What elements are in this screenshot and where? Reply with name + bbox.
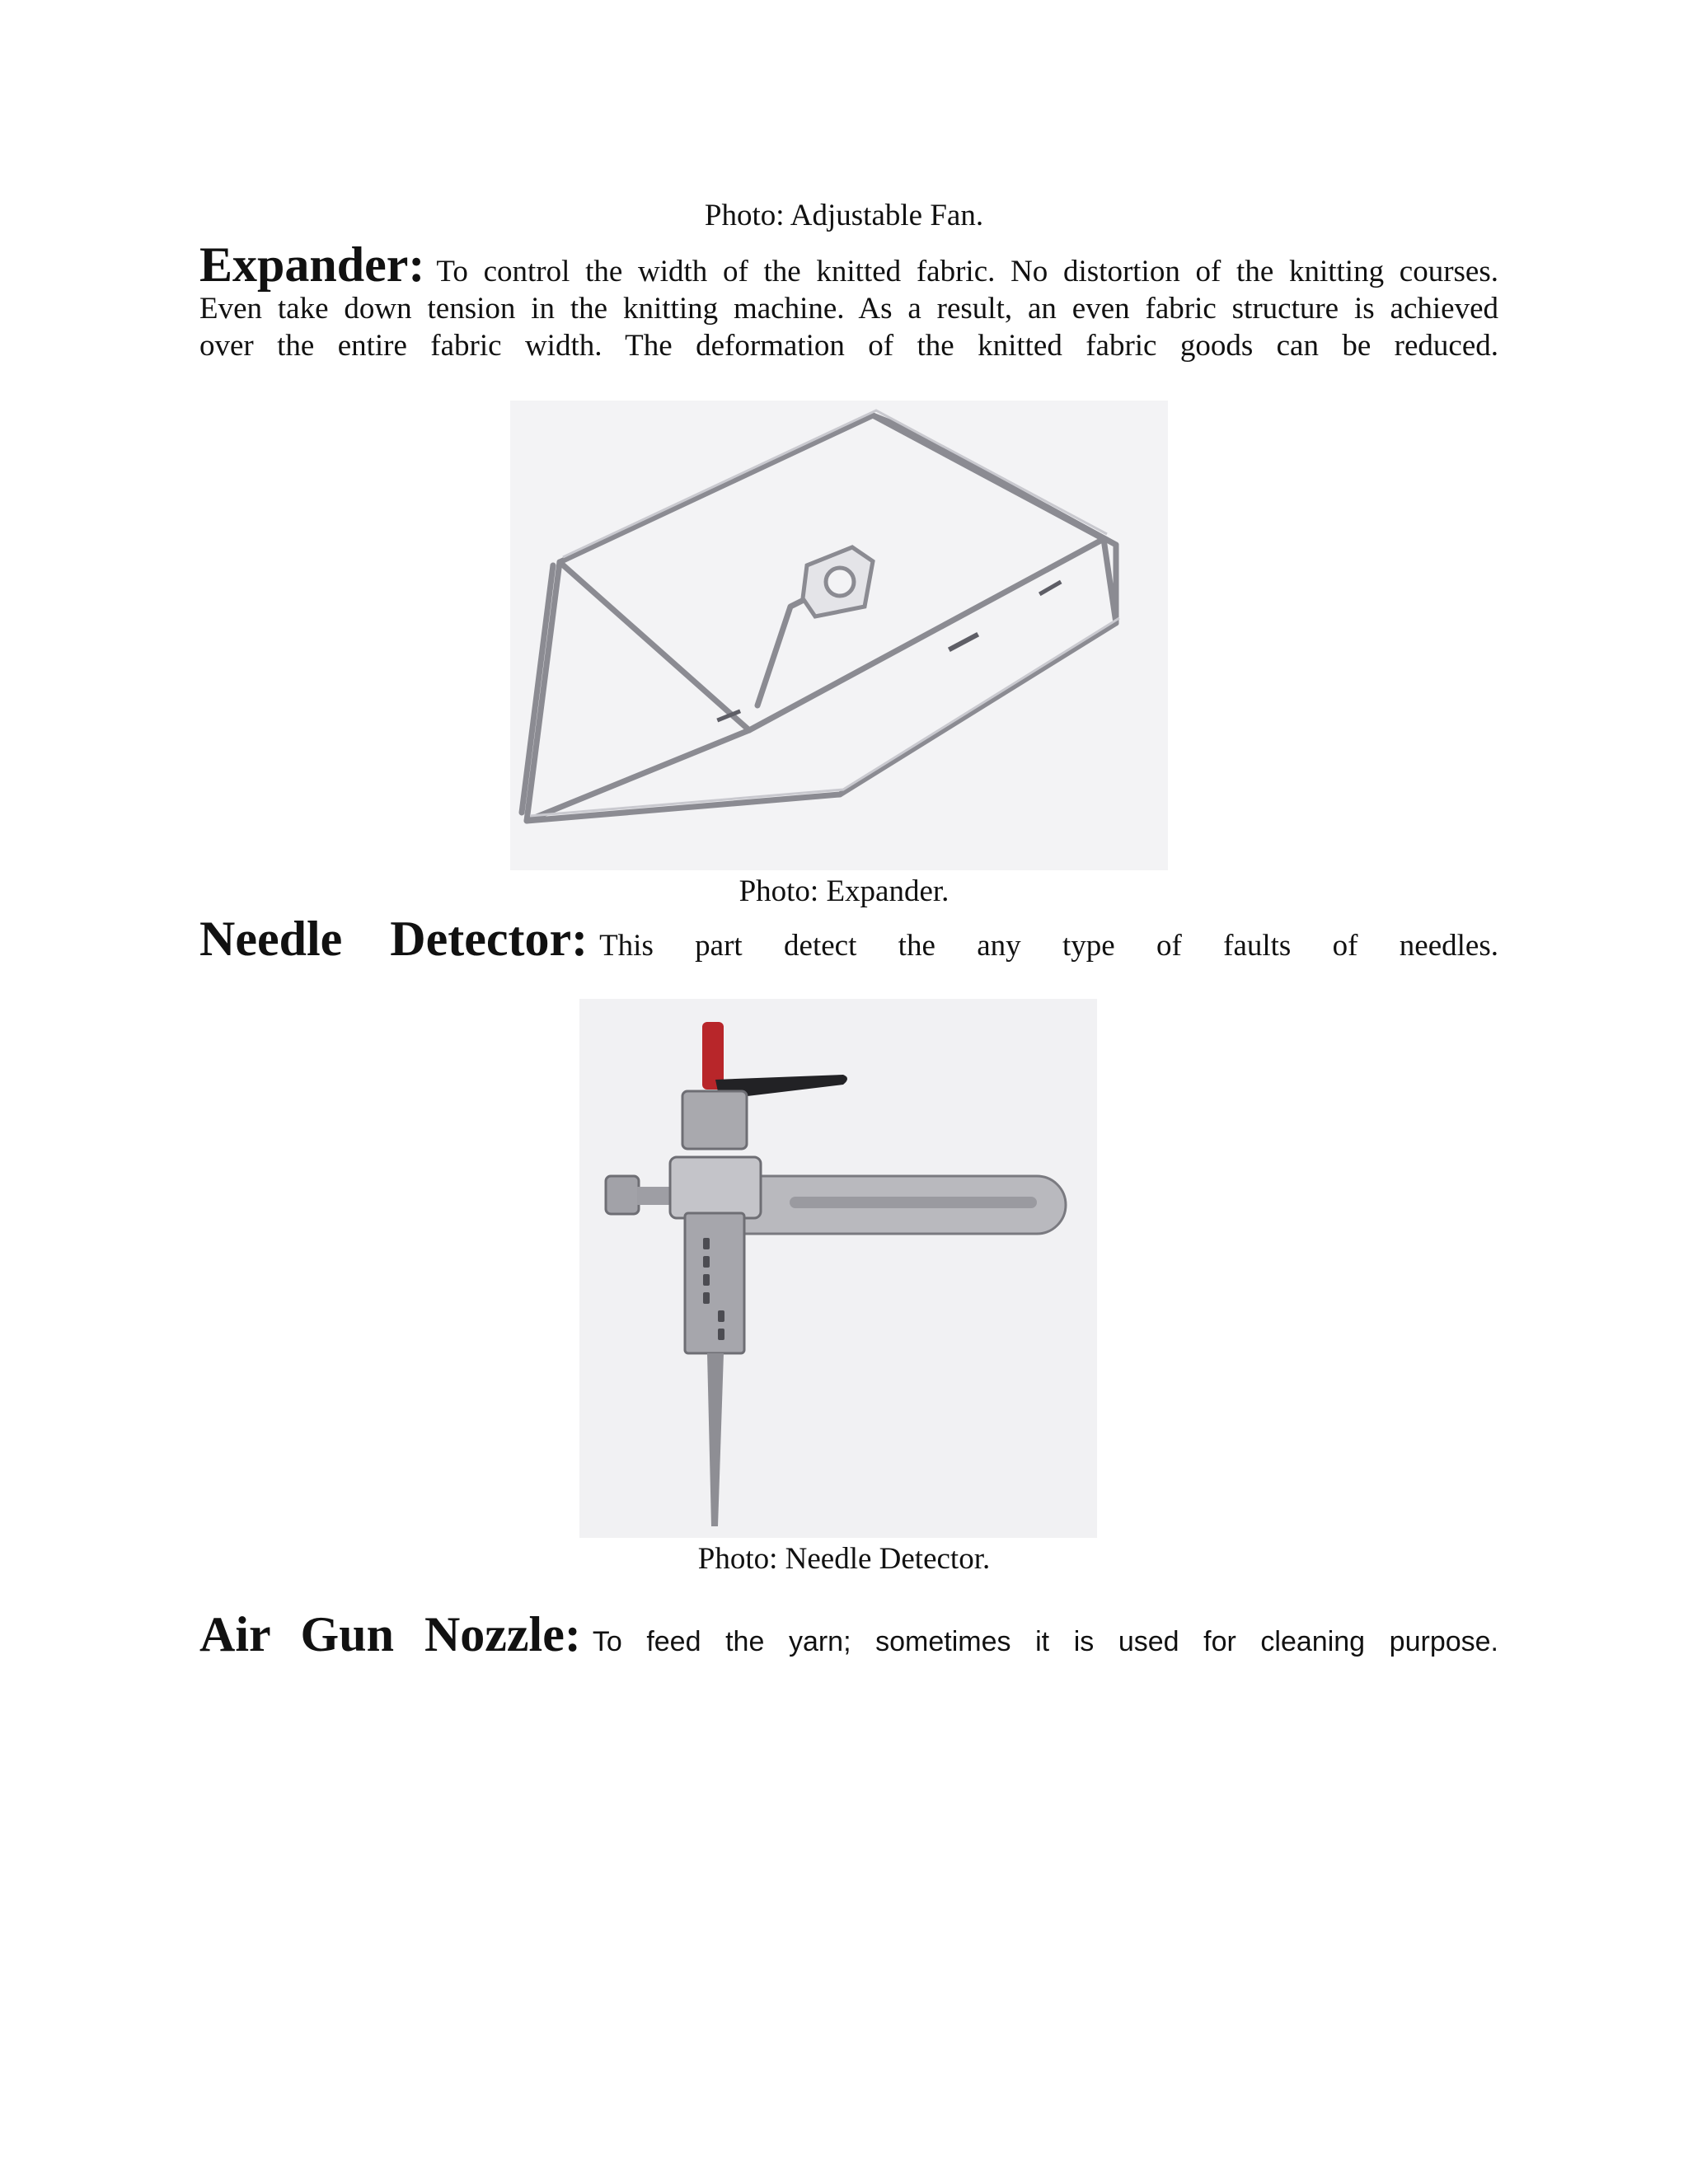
expander-description-line-2: Even take down tension in the knitting machine. As a result, an even fabric structure is achieved bbox=[199, 292, 1498, 326]
air-gun-nozzle-description: To feed the yarn; sometimes it is used for cleaning purpose. bbox=[592, 1626, 1498, 1657]
expander-description-line-1: To control the width of the knitted fabric. No distortion of the knitting courses. bbox=[436, 255, 1498, 288]
needle-detector-line bbox=[199, 910, 1498, 968]
air-gun-nozzle-line bbox=[199, 1605, 1498, 1663]
needle-detector-term-word-1: Needle bbox=[199, 912, 343, 966]
air-gun-nozzle-term: Air Gun Nozzle: bbox=[199, 1607, 581, 1661]
caption-adjustable-fan: Photo: Adjustable Fan. bbox=[704, 199, 984, 232]
needle-detector-term-word-2: Detector: bbox=[390, 912, 588, 966]
caption-needle-detector: Photo: Needle Detector. bbox=[697, 1542, 991, 1576]
expander-frame-icon bbox=[510, 401, 1168, 870]
expander-description-line-3: over the entire fabric width. The deformation of the knitted fabric goods can be reduced. bbox=[199, 329, 1498, 363]
expander-photo bbox=[510, 401, 1168, 870]
needle-detector-photo bbox=[579, 999, 1097, 1538]
expander-term: Expander: bbox=[199, 237, 425, 292]
needle-detector-icon bbox=[579, 999, 1097, 1538]
caption-expander: Photo: Expander. bbox=[738, 874, 950, 908]
needle-detector-description: This part detect the any type of faults of needles. bbox=[599, 929, 1498, 963]
expander-line-1 bbox=[199, 236, 1498, 293]
